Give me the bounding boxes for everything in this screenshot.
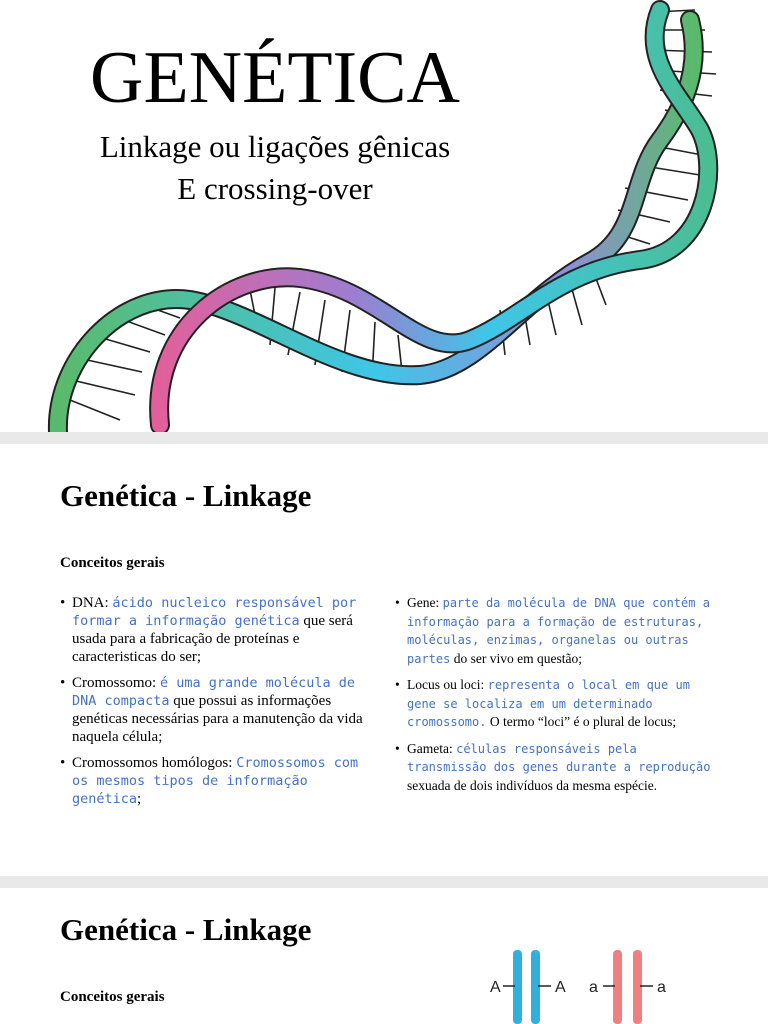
allele-label: A <box>555 979 566 996</box>
list-item: • Gene: parte da molécula de DNA que contém a informação para a formação de estruturas, moléculas, enzimas, organelas ou outras partes do ser vivo em questão; <box>395 594 715 668</box>
list-item: • Cromossomos homólogos: Cromossomos com os mesmos tipos de informação genética; <box>60 754 370 808</box>
subtitle-line-2: E crossing-over <box>177 171 373 206</box>
slide-title: Genética - Linkage <box>60 478 312 513</box>
section-heading: Conceitos gerais <box>60 555 165 571</box>
section-heading: Conceitos gerais <box>60 989 165 1005</box>
list-item: • Locus ou loci: representa o local em que um gene se localiza em um determinado cromossomo. O termo “loci” é o plural de locus; <box>395 676 715 732</box>
concepts-slide <box>0 444 768 876</box>
left-concept-list <box>60 594 370 816</box>
title-slide <box>0 0 768 432</box>
slide-subtitle <box>50 126 500 210</box>
slide-title: GENÉTICA <box>90 37 460 119</box>
list-item: • Gameta: células responsáveis pela transmissão dos genes durante a reprodução sexuada de dois indivíduos da mesma espécie. <box>395 740 715 795</box>
concepts-slide-2 <box>0 888 768 1024</box>
list-item: • DNA: ácido nucleico responsável por formar a informação genética que será usada para a fabricação de proteínas e caracteristicas do ser; <box>60 594 370 666</box>
list-item: • Cromossomo: é uma grande molécula de DNA compacta que possui as informações genéticas necessárias para a manutenção da vida naquela célula; <box>60 674 370 746</box>
allele-label: A <box>490 979 501 996</box>
right-concept-list <box>395 594 715 802</box>
slide-title: Genética - Linkage <box>60 912 312 947</box>
allele-label: a <box>657 979 666 996</box>
subtitle-line-1: Linkage ou ligações gênicas <box>99 129 451 164</box>
allele-label: a <box>589 979 598 996</box>
homologous-chromosomes-image <box>485 950 685 1024</box>
